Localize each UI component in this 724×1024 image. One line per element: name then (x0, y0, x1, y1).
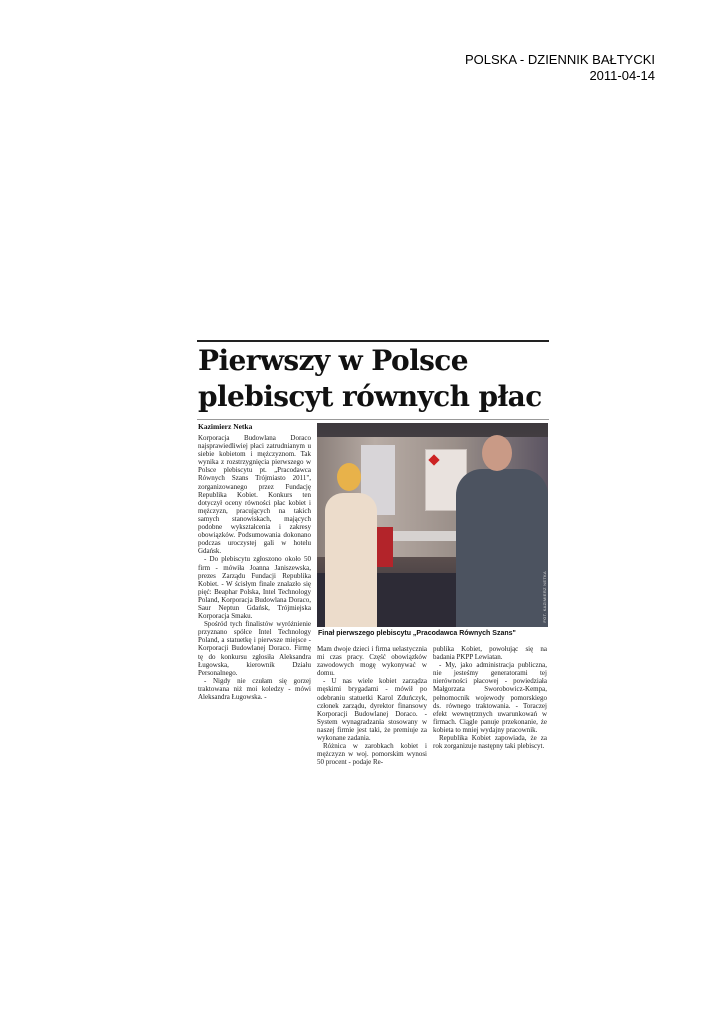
headline-rule (197, 419, 549, 420)
article-column-1 (198, 434, 311, 701)
newspaper-clipping (197, 340, 549, 810)
article-column-3 (433, 645, 547, 750)
logo-mark (428, 454, 439, 465)
article-column-2 (317, 645, 427, 766)
paragraph: publika Kobiet, powołując się na badania PKPP Lewiatan. (433, 645, 547, 662)
article-headline (198, 343, 550, 415)
paragraph: Korporacja Budowlana Doraco najsprawiedliwiej płaci zatrudnianym u siebie kobietom i mężczyznom. Tak wynika z rozstrzygnięcia pierwszego w Polsce plebiscytu pt. „Pracodawca Równych Szans Trójmiasto 2011", zorganizowanego przez Fundację Republika Kobiet. Konkurs ten dotyczył oceny równości płac kobiet i mężczyzn, pracujących na takich samych stanowiskach, mających podobne wykształcenia i zakresy obowiązków. Podsumowania dokonano podczas uroczystej gali w hotelu Gdańsk. (198, 434, 311, 556)
paragraph: Republika Kobiet zapowiada, że za rok zorganizuje następny taki plebiscyt. (433, 734, 547, 751)
photo-woman-figure (325, 453, 371, 627)
paragraph: Różnica w zarobkach kobiet i mężczyzn w woj. pomorskim wynosi 50 procent - podaje Re- (317, 742, 427, 767)
paragraph: - Do plebiscytu zgłoszono około 50 firm - mówiła Joanna Janiszewska, prezes Zarządu Fundacji Republika Kobiet. - W ścisłym finale znalazło się pięć: Beaphar Polska, Intel Technology Poland, Korporacja Budowlana Doraco, Saur Neptun Gdańsk, Trójmiejska Korporacja Smaku. (198, 555, 311, 621)
photo-man-figure (452, 433, 548, 627)
paragraph: Mam dwoje dzieci i firma uelastycznia mi czas pracy. Część obowiązków zawodowych mogę wykonywać w domu. (317, 645, 427, 678)
paragraph: - U nas wiele kobiet zarządza męskimi brygadami - mówił po odebraniu statuetki Karol Zduńczyk, członek zarządu, dyrektor finansowy Korporacji Budowlanej Doraco. - System wynagradzania stosowany w naszej firmie jest taki, że premiuje za wykonane zadania. (317, 677, 427, 743)
photo-credit: FOT. KAZIMIERZ NETKA (542, 571, 547, 623)
headline-line-2: plebiscyt równych płac (198, 380, 542, 413)
publication-date: 2011-04-14 (589, 68, 655, 83)
paragraph: - My, jako administracja publiczna, nie jesteśmy generatorami tej nierówności płacowej - powiedziała Małgorzata Sworobowicz-Kempa, pełnomocnik wojewody pomorskiego ds. równego traktowania. - Toraczej efekt wewnętrznych uwarunkowań w firmach. Ciągle panuje przekonanie, że kobieta to mniej wydajny pracownik. (433, 661, 547, 734)
article-byline: Kazimierz Netka (198, 422, 253, 431)
publication-header (465, 52, 655, 84)
top-rule (197, 340, 549, 342)
paragraph: - Nigdy nie czułam się gorzej traktowana niż moi koledzy - mówi Aleksandra Ługowska. - (198, 676, 311, 701)
publication-name: POLSKA - DZIENNIK BAŁTYCKI (465, 52, 655, 67)
headline-line-1: Pierwszy w Polsce (198, 344, 468, 377)
paragraph: Spośród tych finalistów wyróżnienie przyznano spółce Intel Technology Poland, a statuetkę i pierwsze miejsce - Korporacji Budowlanej Doraco. Firmę tę do konkursu zgłosiła Aleksandra Ługowska, kierownik Działu Personalnego. (198, 620, 311, 677)
article-photo (317, 423, 548, 627)
photo-caption: Finał pierwszego plebiscytu „Pracodawca Równych Szans" (318, 630, 516, 637)
